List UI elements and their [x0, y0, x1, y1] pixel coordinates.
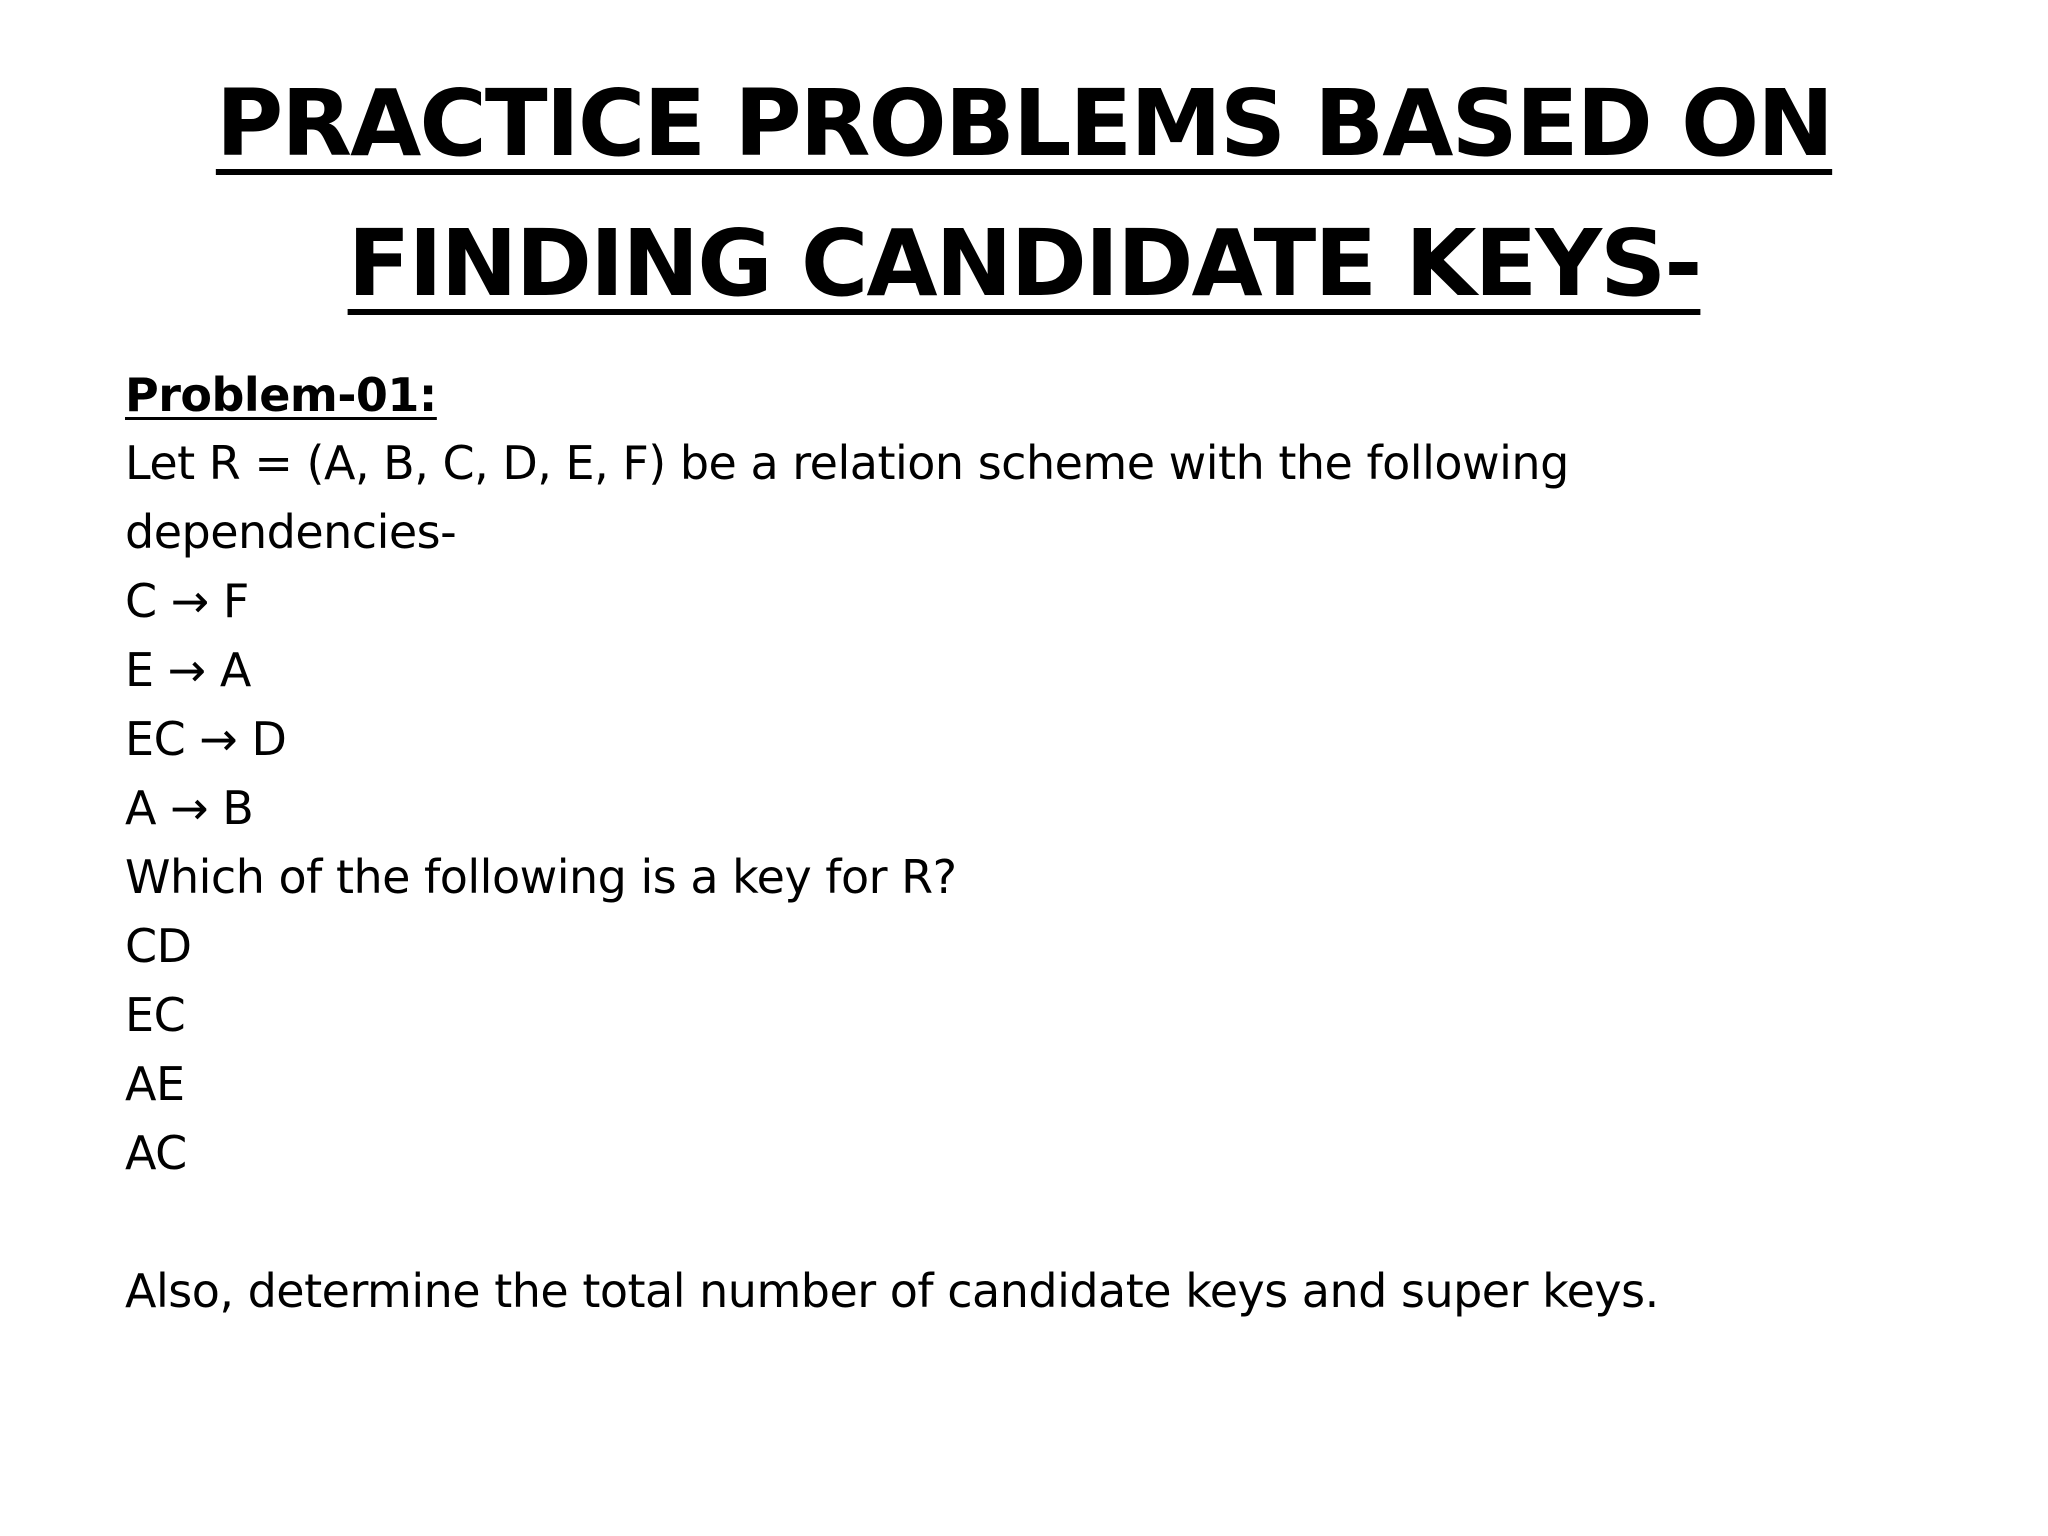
title-line-2 — [0, 210, 2048, 317]
intro-line-2: dependencies- — [125, 505, 457, 559]
problem-heading: Problem-01: — [125, 368, 437, 422]
intro-line-1: Let R = (A, B, C, D, E, F) be a relation scheme with the following — [125, 436, 1569, 490]
dependency-2: E → A — [125, 643, 251, 697]
title-line-2-text: FINDING CANDIDATE KEYS- — [347, 210, 1701, 317]
closing-question: Also, determine the total number of candidate keys and super keys. — [125, 1264, 1659, 1318]
option-3: AE — [125, 1057, 185, 1111]
title-line-1-text: PRACTICE PROBLEMS BASED ON — [215, 70, 1833, 177]
option-4: AC — [125, 1126, 187, 1180]
dependency-3: EC → D — [125, 712, 287, 766]
dependency-1: C → F — [125, 574, 249, 628]
question: Which of the following is a key for R? — [125, 850, 957, 904]
dependency-4: A → B — [125, 781, 254, 835]
option-2: EC — [125, 988, 186, 1042]
title-line-1 — [0, 70, 2048, 177]
option-1: CD — [125, 919, 192, 973]
